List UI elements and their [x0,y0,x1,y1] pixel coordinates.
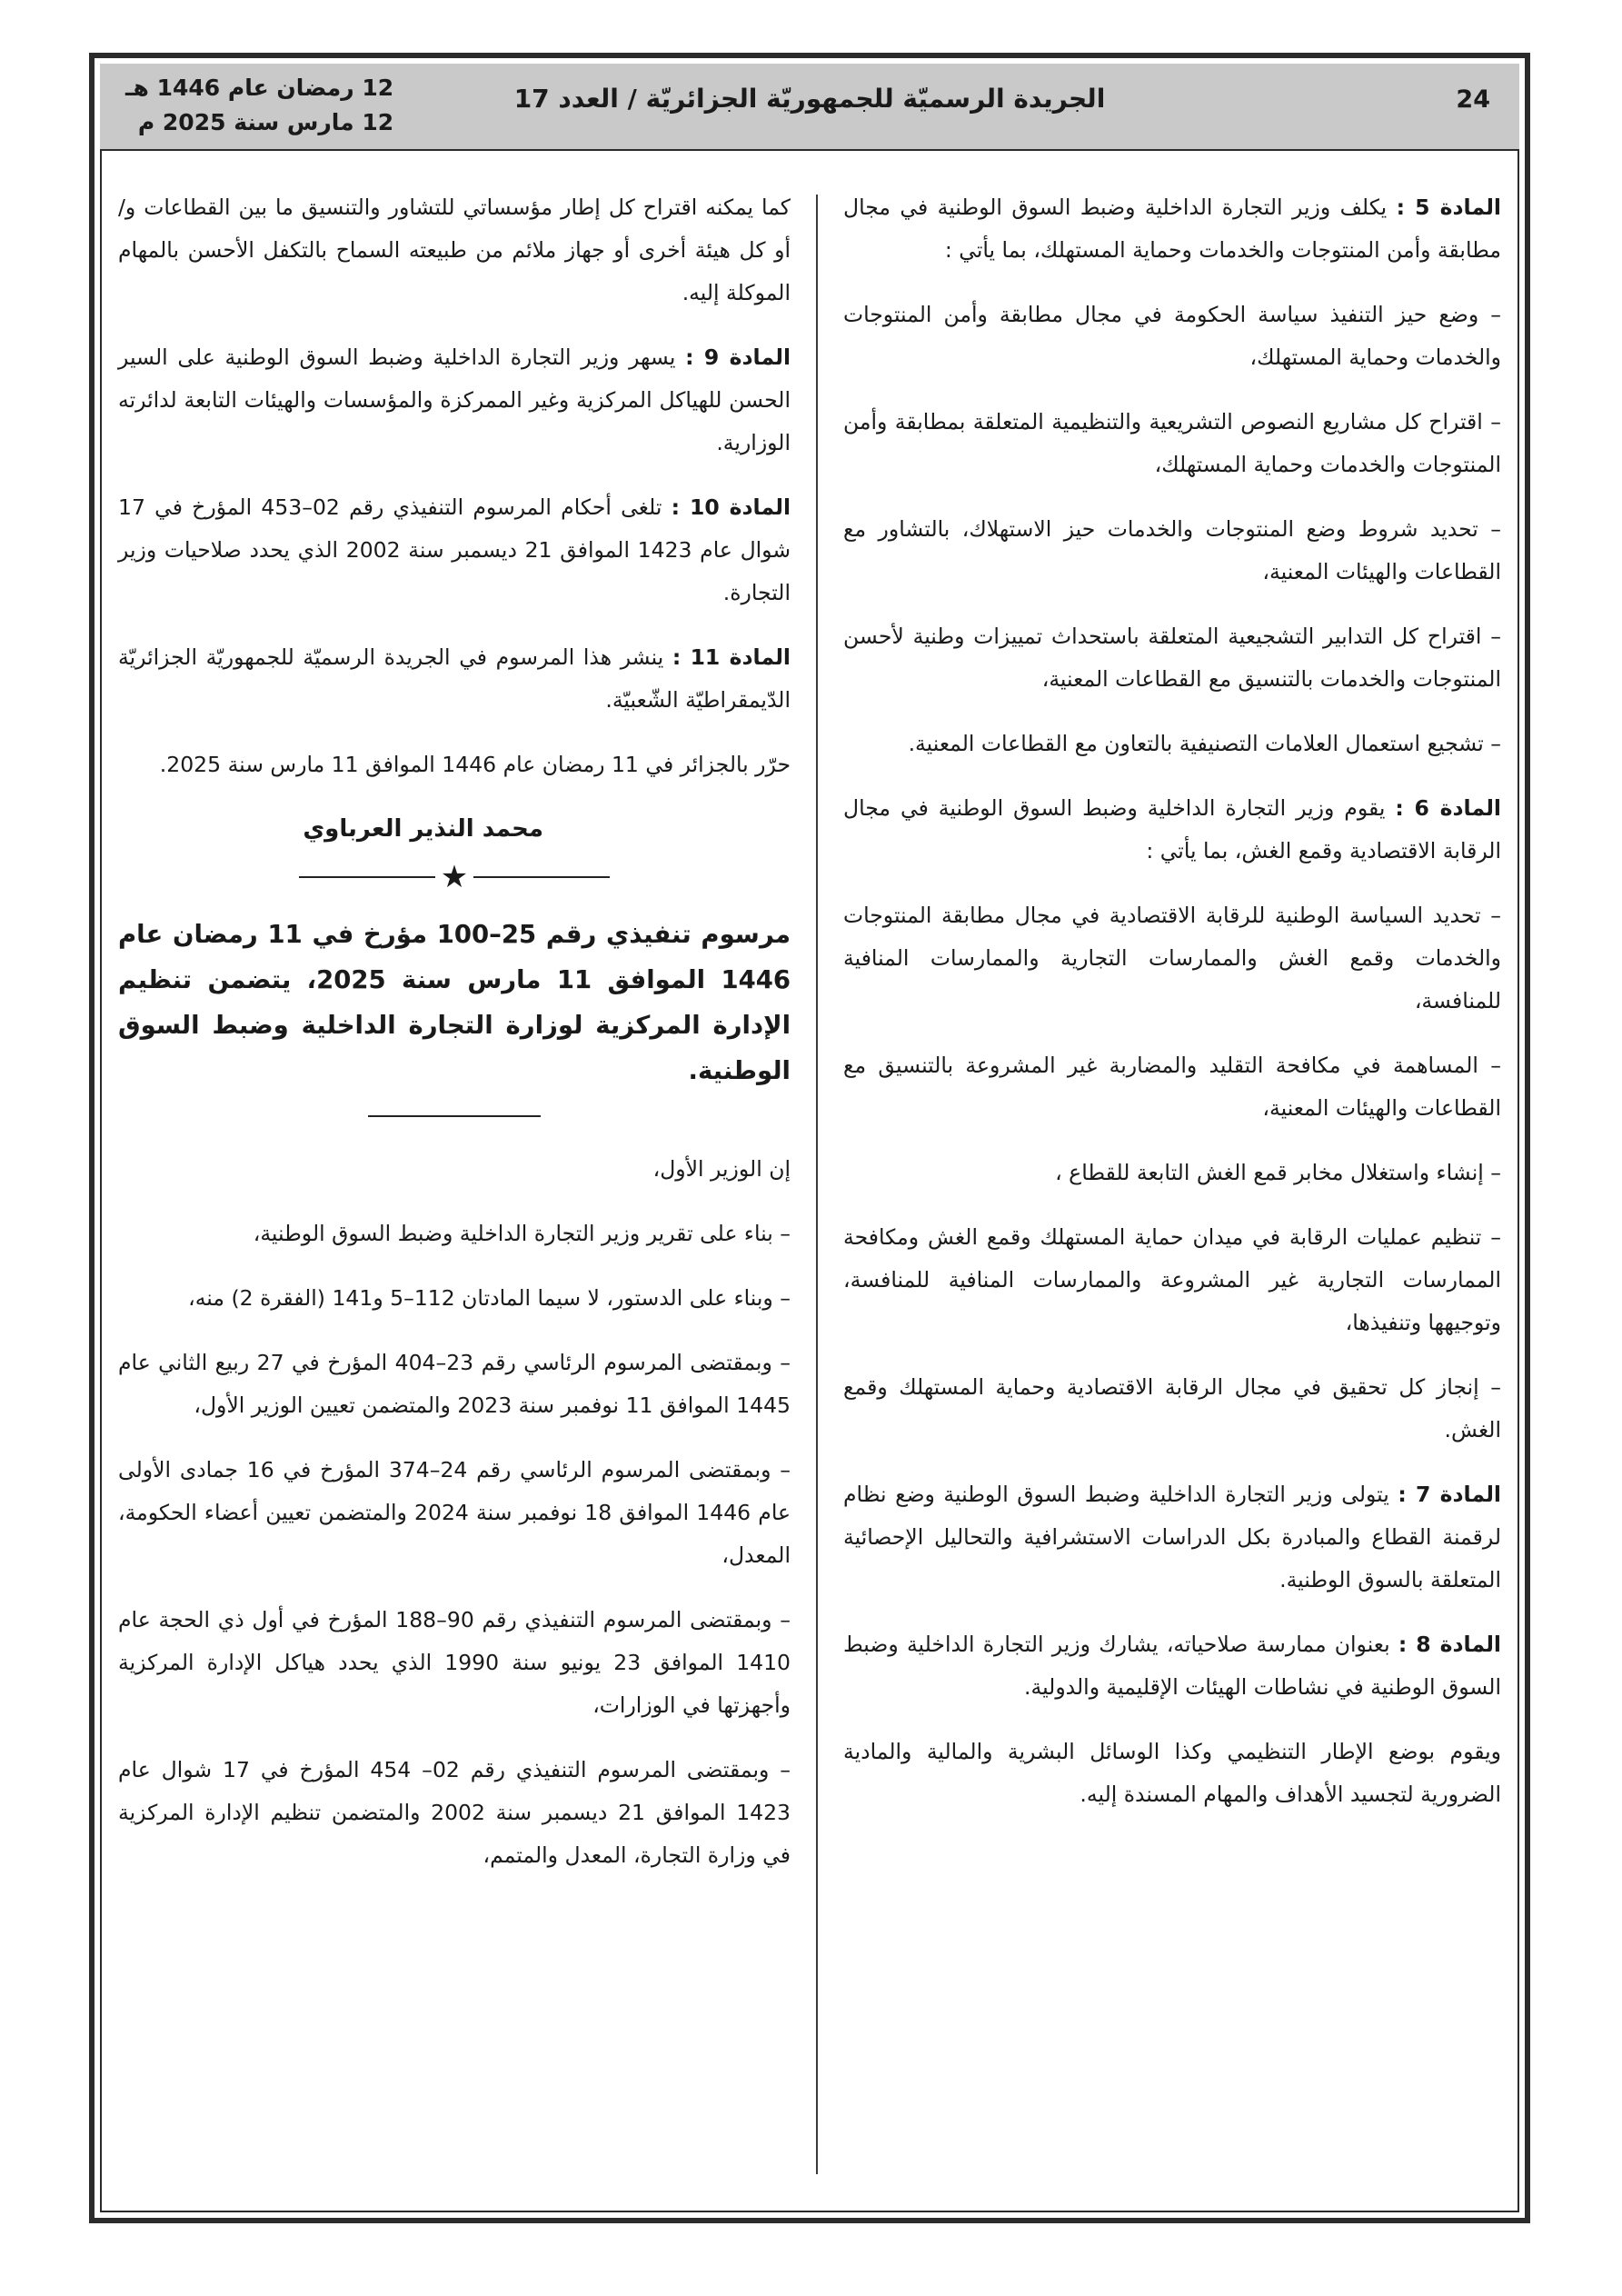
article-7 [843,1473,1501,1602]
separator-line [473,876,610,878]
article-10 [118,486,791,614]
star-separator [118,859,791,895]
list-item: – وضع حيز التنفيذ سياسة الحكومة في مجال مطابقة وأمن المنتوجات والخدمات وحماية المستهلك، [843,302,1501,370]
decree-title: مرسوم تنفيذي رقم 25–100 مؤرخ في 11 رمضان عام 1446 الموافق 11 مارس سنة 2025، يتضمن تنظيم الإدارة المركزية لوزارة التجارة الداخلية وضبط السوق الوطنية. [118,920,791,1085]
list-item: – المساهمة في مكافحة التقليد والمضاربة غير المشروعة بالتنسيق مع القطاعات والهيئات المعنية، [843,1053,1501,1121]
list-item: – اقتراح كل مشاريع النصوص التشريعية والتنظيمية المتعلقة بمطابقة وأمن المنتوجات والخدمات وحماية المستهلك، [843,409,1501,477]
article-6 [843,787,1501,873]
separator-line [299,876,435,878]
list-item: – إنجاز كل تحقيق في مجال الرقابة الاقتصادية وحماية المستهلك وقمع الغش. [843,1374,1501,1442]
list-item: – وبمقتضى المرسوم التنفيذي رقم 02– 454 المؤرخ في 17 شوال عام 1423 الموافق 21 ديسمبر سنة 2002 والمتضمن تنظيم الإدارة المركزية في وزارة التجارة، المعدل والمتمم، [118,1757,791,1868]
article-label: المادة 11 : [672,644,791,670]
list-item: – تشجيع استعمال العلامات التصنيفية بالتعاون مع القطاعات المعنية. [908,731,1501,756]
list-item: – وبمقتضى المرسوم الرئاسي رقم 23–404 المؤرخ في 27 ربيع الثاني عام 1445 الموافق 11 نوفمبر سنة 2023 والمتضمن تعيين الوزير الأول، [118,1350,791,1418]
list-item: – وبمقتضى المرسوم الرئاسي رقم 24–374 المؤرخ في 16 جمادى الأولى عام 1446 الموافق 18 نوفمبر سنة 2024 والمتضمن تعيين أعضاء الحكومة، المعدل، [118,1457,791,1568]
article-11 [118,636,791,722]
article-label: المادة 10 : [671,494,791,520]
gazette-title: الجريدة الرسميّة للجمهوريّة الجزائريّة / العدد 17 [513,84,1106,114]
done-at-paragraph: حرّر بالجزائر في 11 رمضان عام 1446 الموافق 11 مارس سنة 2025. [159,752,791,777]
article-text: يتولى وزير التجارة الداخلية وضبط السوق الوطنية وضع نظام لرقمنة القطاع والمبادرة بكل الدراسات الاستشرافية والتحاليل الإحصائية المتعلقة بالسوق الوطنية. [843,1482,1501,1592]
list-item: – بناء على تقرير وزير التجارة الداخلية وضبط السوق الوطنية، [253,1221,791,1246]
list-item: – تحديد شروط وضع المنتوجات والخدمات حيز الاستهلاك، بالتشاور مع القطاعات والهيئات المعنية، [843,516,1501,584]
star-icon: ★ [440,859,469,895]
article-label: المادة 6 : [1395,795,1501,821]
article-label: المادة 7 : [1398,1482,1501,1507]
article-label: المادة 8 : [1398,1632,1501,1657]
list-item: – تنظيم عمليات الرقابة في ميدان حماية المستهلك وقمع الغش ومكافحة الممارسات التجارية غير المشروعة والممارسات المنافية للمنافسة، وتوجيهها وتنفيذها، [843,1224,1501,1335]
article-9 [118,336,791,464]
paragraph: ويقوم بوضع الإطار التنظيمي وكذا الوسائل البشرية والمالية والمادية الضرورية لتجسيد الأهداف والمهام المسندة إليه. [843,1739,1501,1807]
article-text: يكلف وزير التجارة الداخلية وضبط السوق الوطنية في مجال مطابقة وأمن المنتوجات والخدمات وحماية المستهلك، بما يأتي : [843,195,1501,263]
list-item: – وبناء على الدستور، لا سيما المادتان 112–5 و141 (الفقرة 2) منه، [188,1285,791,1311]
article-label: المادة 9 : [685,344,791,370]
list-item: – وبمقتضى المرسوم التنفيذي رقم 90–188 المؤرخ في أول ذي الحجة عام 1410 الموافق 23 يونيو سنة 1990 الذي يحدد هياكل الإدارة المركزية وأجهزتها في الوزارات، [118,1607,791,1718]
date-hijri: 12 رمضان عام 1446 هـ [125,75,394,101]
signature-name: محمد النذير العرباوي [303,815,543,843]
date-gregorian: 12 مارس سنة 2025 م [137,109,394,135]
list-item: – إنشاء واستغلال مخابر قمع الغش التابعة للقطاع ، [1055,1160,1501,1185]
column-divider [816,195,818,2174]
article-text: بعنوان ممارسة صلاحياته، يشارك وزير التجارة الداخلية وضبط السوق الوطنية في نشاطات الهيئات الإقليمية والدولية. [843,1632,1501,1700]
title-rule [368,1115,541,1117]
paragraph: إن الوزير الأول، [652,1156,791,1182]
article-text: يقوم وزير التجارة الداخلية وضبط السوق الوطنية في مجال الرقابة الاقتصادية وقمع الغش، بما يأتي : [843,795,1501,863]
paragraph: كما يمكنه اقتراح كل إطار مؤسساتي للتشاور والتنسيق ما بين القطاعات و/أو كل هيئة أخرى أو جهاز ملائم من طبيعته السماح بالتكفل الأحسن بالمهام الموكلة إليه. [118,195,791,305]
list-item: – تحديد السياسة الوطنية للرقابة الاقتصادية في مجال مطابقة المنتوجات والخدمات وقمع الغش والممارسات التجارية والممارسات المنافية للمنافسة، [843,903,1501,1013]
article-5 [843,186,1501,272]
article-text: ينشر هذا المرسوم في الجريدة الرسميّة للجمهوريّة الجزائريّة الدّيمقراطيّة الشّعبيّة. [118,644,791,713]
left-column [118,186,791,1899]
article-label: المادة 5 : [1396,195,1501,220]
header-date [125,71,393,140]
article-text: يسهر وزير التجارة الداخلية وضبط السوق الوطنية على السير الحسن للهياكل المركزية وغير الممركزة والمؤسسات والهيئات التابعة لدائرته الوزارية. [118,344,791,455]
page-number: 24 [1456,85,1490,114]
list-item: – اقتراح كل التدابير التشجيعية المتعلقة باستحداث تمييزات وطنية لأحسن المنتوجات والخدمات بالتنسيق مع القطاعات المعنية، [843,624,1501,692]
article-text: تلغى أحكام المرسوم التنفيذي رقم 02–453 المؤرخ في 17 شوال عام 1423 الموافق 21 ديسمبر سنة 2002 الذي يحدد صلاحيات وزير التجارة. [118,494,791,605]
right-column [843,186,1501,1838]
article-8 [843,1623,1501,1709]
page-header [100,64,1519,151]
